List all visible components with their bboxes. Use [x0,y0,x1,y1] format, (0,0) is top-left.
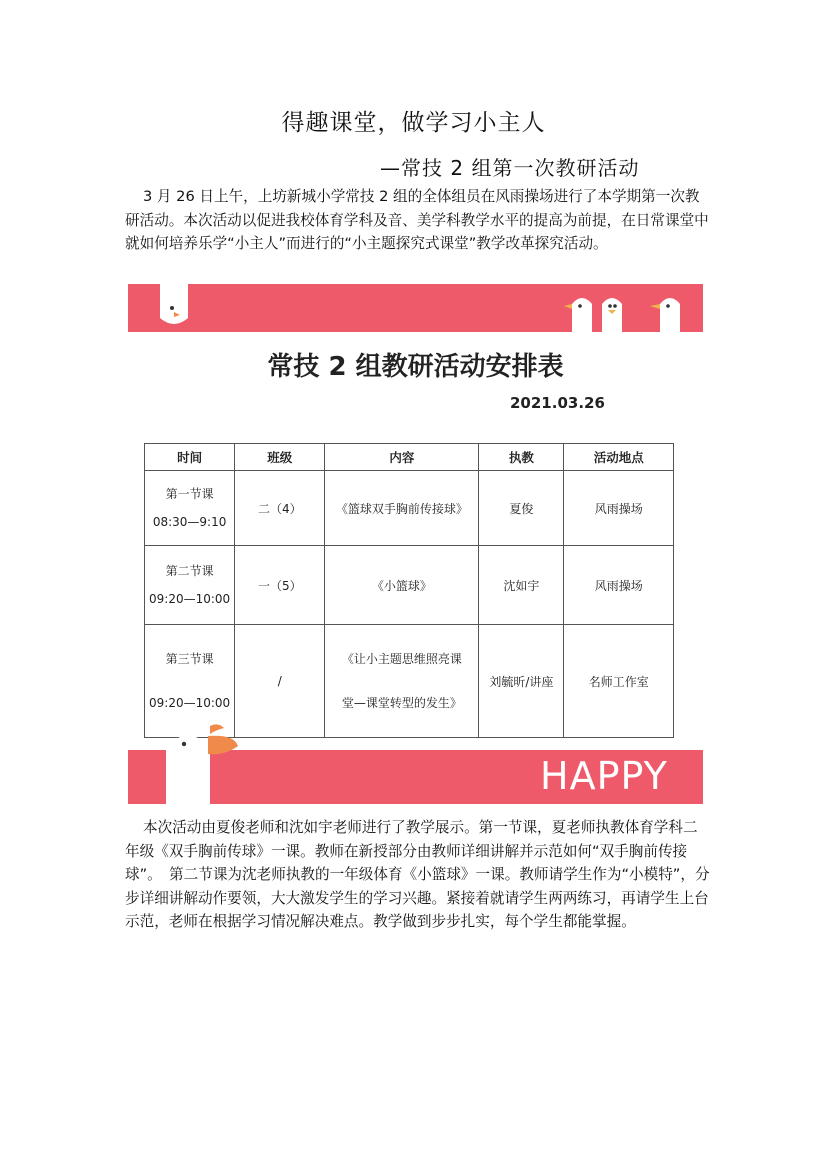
happy-text: HAPPY [540,754,668,798]
class-cell: / [235,625,325,738]
page-title: 得趣课堂，做学习小主人 [281,110,546,136]
content-line-1: 《让小主题思维照亮课 [341,652,462,666]
goose-group-icon [560,290,700,332]
header-class: 班级 [235,444,325,471]
place-cell: 名师工作室 [564,625,674,738]
time-label: 第二节课 [165,564,214,578]
table-header-row [145,444,674,471]
place-cell: 风雨操场 [564,546,674,625]
time-cell [145,471,235,546]
header-time: 时间 [145,444,235,471]
schedule-poster [128,284,703,804]
goose-bottom-icon [158,720,248,804]
place-cell: 风雨操场 [564,471,674,546]
page-subtitle: —常技 2 组第一次教研活动 [380,156,640,180]
time-label: 第三节课 [165,652,214,666]
header-content: 内容 [325,444,479,471]
schedule-table [144,443,674,738]
class-cell: 一（5） [235,546,325,625]
header-place: 活动地点 [564,444,674,471]
teacher-cell: 沈如宇 [479,546,564,625]
table-row [145,471,674,546]
poster-date: 2021.03.26 [510,394,605,412]
time-cell [145,546,235,625]
content-cell [325,625,479,738]
goose-left-icon [156,284,192,328]
table-row [145,546,674,625]
time-value: 08:30—9:10 [152,515,227,529]
time-value: 09:20—10:00 [149,592,231,606]
content-cell: 《篮球双手胸前传接球》 [325,471,479,546]
summary-paragraph: 本次活动由夏俊老师和沈如宇老师进行了教学展示。第一节课，夏老师执教体育学科二年级《双手胸前传球》一课。教师在新授部分由教师详细讲解并示范如何“双手胸前传接球”。 第二节课为沈老师执教的一年级体育《小篮球》一课。教师请学生作为“小模特”，分步详细讲解动作要领，大大激发学生的学习兴趣。紧接着就请学生两两练习，再请学生上台示范，老师在根据学习情况解决难点。教学做到步步扎实，每个学生都能掌握。 [125,819,710,930]
content-cell: 《小篮球》 [325,546,479,625]
poster-title: 常技 2 组教研活动安排表 [267,352,564,382]
header-teacher: 执教 [479,444,564,471]
intro-paragraph: 3 月 26 日上午，上坊新城小学常技 2 组的全体组员在风雨操场进行了本学期第一次教研活动。本次活动以促进我校体育学科及音、美学科教学水平的提高为前提，在日常课堂中就如何培养乐学“小主人”而进行的“小主题探究式课堂”教学改革探究活动。 [125,188,709,252]
time-label: 第一节课 [165,487,214,501]
class-cell: 二（4） [235,471,325,546]
teacher-cell: 夏俊 [479,471,564,546]
time-value: 09:20—10:00 [149,696,231,710]
teacher-cell: 刘毓昕/讲座 [479,625,564,738]
content-line-2: 堂—课堂转型的发生》 [341,696,462,710]
